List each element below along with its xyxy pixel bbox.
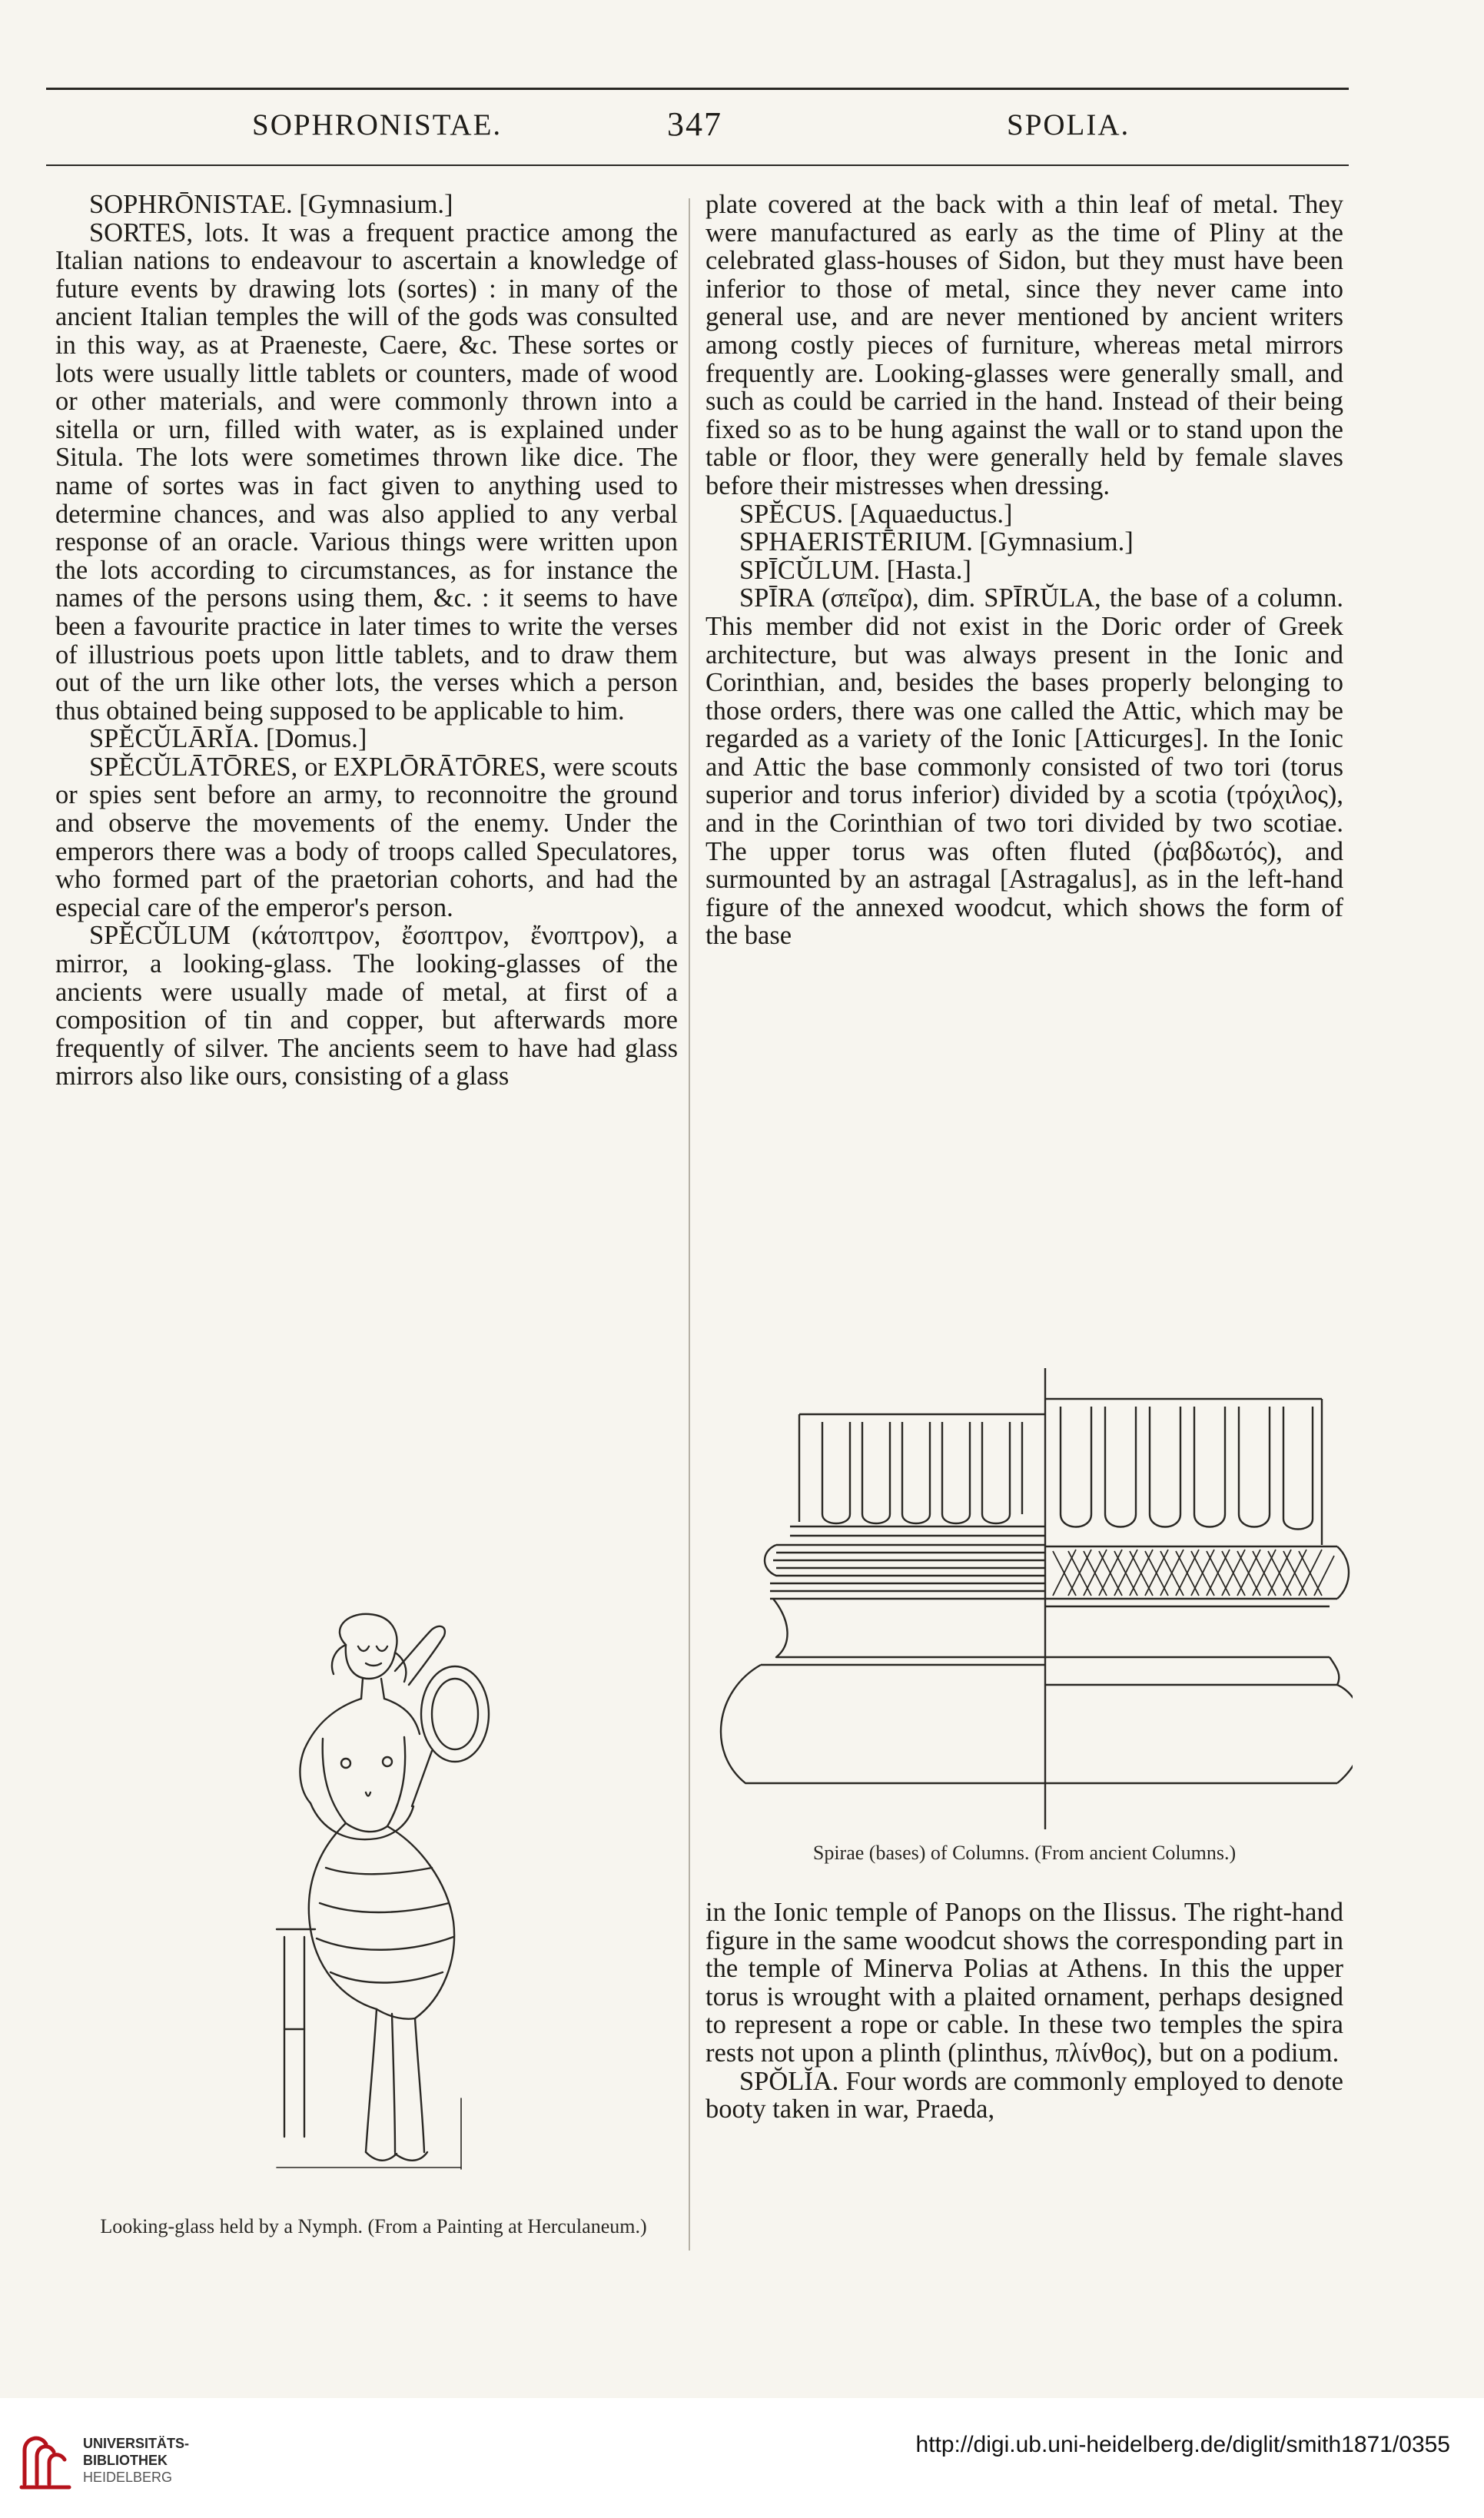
entry-speculum: SPĔCŬLUM (κάτοπτρον, ἔσοπτρον, ἔνοπτρον), a mirror, a looking-glass. The looking-glasses of the ancients were usually made of metal, at first of a composition of tin and copper, but afterwards more frequently of silver. The ancients seem to have had glass mirrors also like ours, consisting of a glass xyxy=(55,921,678,1091)
header-rule xyxy=(46,164,1349,166)
entry-spira: SPĪRA (σπεῖρα), dim. SPĪRŬLA, the base of a column. This member did not exist in the Doric order of Greek architecture, but was always present in the Ionic and Corinthian, and, besides the bases properly belonging to those orders, there was one called the Attic, which may be regarded as a variety of the Ionic [Atticurges]. In the Ionic and Attic the base commonly consisted of two tori (torus superior and torus inferior) divided by a scotia (τρόχιλος), and in the Corinthian of two tori divided by two scotiae. The upper torus was often fluted (ῥαβδωτός), and surmounted by an astragal [Astragalus], as in the left-hand figure of the annexed woodcut, which shows the form of the base xyxy=(705,583,1343,951)
entry-specus: SPĔCUS. [Aquaeductus.] xyxy=(739,499,1013,529)
right-column-lower xyxy=(705,1898,1343,2124)
library-line-1: UNIVERSITÄTS- xyxy=(83,2436,190,2451)
header-left: SOPHRONISTAE. xyxy=(252,108,503,141)
entry-sophronistae: SOPHRŌNISTAE. [Gymnasium.] xyxy=(89,190,453,219)
figure-caption-nymph: Looking-glass held by a Nymph. (From a Painting at Herculaneum.) xyxy=(100,2215,647,2237)
footer-bar xyxy=(0,2398,1484,2518)
entry-speculatores: SPĔCŬLĀTŌRES, or EXPLŌRĀTŌRES, were scouts or spies sent before an army, to reconnoitre the ground and observe the movements of the enemy. Under the emperors there was a body of troops called Speculatores, who formed part of the praetorian cohorts, and had the especial care of the emperor's person. xyxy=(55,752,678,922)
entry-spolia: SPŎLĬA. Four words are commonly employed to denote booty taken in war, Praeda, xyxy=(705,2066,1343,2124)
top-rule xyxy=(46,88,1349,90)
library-line-2: BIBLIOTHEK xyxy=(83,2453,168,2468)
entry-specularia: SPĔCŬLĀRĬA. [Domus.] xyxy=(89,724,367,754)
entry-spiculum: SPĪCŬLUM. [Hasta.] xyxy=(739,555,971,585)
page-number: 347 xyxy=(667,105,722,143)
entry-sortes: SORTES, lots. It was a frequent practice among the Italian nations to endeavour to ascertain a knowledge of future events by drawing lots (sortes) : in many of the ancient Italian temples the will of the gods was consulted in this way, as at Praeneste, Caere, &c. These sortes or lots were usually little tablets or counters, made of wood or other materials, and were commonly thrown into a sitella or urn, filled with water, as is explained under Situla. The lots were sometimes thrown like dice. The name of sortes was in fact given to anything used to determine chances, and was also applied to any verbal response of an oracle. Various things were written upon the lots according to circumstances, as for instance the names of the persons using them, &c. : it seems to have been a favourite practice in later times to write the verses of illustrious poets upon little tablets, and to draw them out of the urn like other lots, the verses which a person thus obtained being supposed to be applicable to him. xyxy=(55,218,678,726)
library-name xyxy=(83,2435,189,2486)
running-header xyxy=(46,105,1349,161)
library-line-3: HEIDELBERG xyxy=(83,2470,173,2485)
figure-caption-column-bases: Spirae (bases) of Columns. (From ancient Columns.) xyxy=(812,1842,1237,1864)
entry-sphaeristerium: SPHAERISTĒRIUM. [Gymnasium.] xyxy=(739,527,1134,557)
entry-spira-continued: in the Ionic temple of Panops on the Ilissus. The right-hand figure in the same woodcut shows the corresponding part in the temple of Minerva Polias at Athens. In this the upper torus is wrought with a plaited ornament, perhaps designed to represent a rope or cable. In these two temples the spira rests not upon a plinth (plinthus, πλίνθος), but on a podium. xyxy=(705,1898,1343,2068)
entry-speculum-continued: plate covered at the back with a thin leaf of metal. They were manufactured as early as the time of Pliny at the celebrated glass-houses of Sidon, but they must have been inferior to those of metal, since they never came into general use, and are never mentioned by ancient writers among costly pieces of furniture, whereas metal mirrors frequently are. Looking-glasses were generally small, and such as could be carried in the hand. Instead of their being fixed so as to be hung against the wall or to stand upon the table or floor, they were generally held by female slaves before their mistresses when dressing. xyxy=(705,190,1343,500)
header-right: SPOLIA. xyxy=(1007,108,1130,141)
nymph-illustration xyxy=(231,1599,523,2206)
column-divider xyxy=(689,198,690,2251)
source-url-link[interactable]: http://digi.ub.uni-heidelberg.de/diglit/smith1871/0355 xyxy=(915,2432,1450,2457)
right-column-upper xyxy=(705,191,1343,950)
left-column xyxy=(55,191,678,1091)
column-bases-illustration xyxy=(699,1368,1353,1829)
library-logo-icon xyxy=(17,2424,75,2492)
